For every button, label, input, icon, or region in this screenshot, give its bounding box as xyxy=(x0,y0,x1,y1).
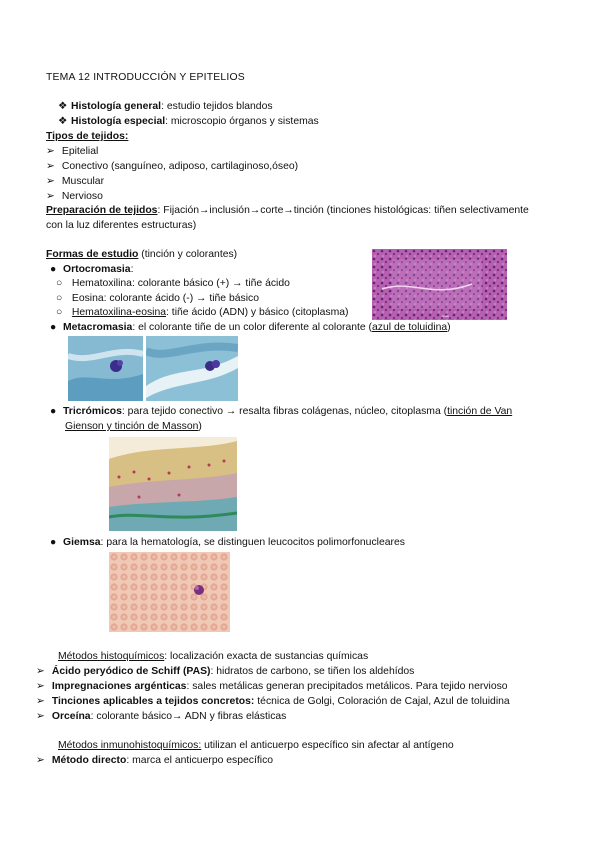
arrow-bullet-icon: ➢ xyxy=(36,666,45,677)
arrow-bullet-icon: ➢ xyxy=(36,755,45,766)
arrow-bullet-icon: ➢ xyxy=(46,161,55,172)
toluidine-image-1 xyxy=(68,336,143,401)
term: Tinciones aplicables a tejidos concretos: xyxy=(51,696,255,707)
term: Método directo xyxy=(51,755,127,766)
bullet-metacromasia xyxy=(50,321,451,336)
arrow-bullet-icon: ➢ xyxy=(46,176,55,187)
list-item xyxy=(36,710,286,725)
term: Hematoxilina-eosina xyxy=(71,307,167,318)
bullet-histologia-general xyxy=(58,100,273,115)
text: : Fijación→inclusión→corte→tinción (tinciones histológicas: tiñen selectivamente xyxy=(157,205,529,216)
list-item xyxy=(36,695,510,710)
text: ) xyxy=(447,322,451,333)
heading-text: Tipos de tejidos: xyxy=(46,131,129,142)
svg-text:scale: scale xyxy=(442,314,450,318)
list-item xyxy=(36,754,273,769)
item-text: : tiñe ácido (ADN) y básico (citoplasma) xyxy=(166,307,349,318)
histoquimicos-heading xyxy=(58,650,368,665)
text: : el colorante tiñe de un color diferente al colorante ( xyxy=(132,322,373,333)
arrow-bullet-icon: ➢ xyxy=(46,191,55,202)
item-text: Conectivo (sanguíneo, adiposo, cartilaginoso,óseo) xyxy=(61,161,299,172)
trichrome-image xyxy=(109,437,237,531)
term: Histología general xyxy=(71,101,162,112)
link-text: Gienson y tinción de Masson xyxy=(65,421,199,432)
preparacion-line-2: con la luz diferentes estructuras) xyxy=(46,220,197,231)
heading-rest: utilizan el anticuerpo específico sin afectar al antígeno xyxy=(201,740,454,751)
term: Giemsa xyxy=(63,537,101,548)
tipos-heading xyxy=(46,130,128,145)
term: Ácido peryódico de Schiff (PAS) xyxy=(51,666,211,677)
sub-item xyxy=(56,306,349,321)
term: Impregnaciones argénticas xyxy=(51,681,187,692)
circle-bullet-icon: ○ xyxy=(56,307,63,318)
toluidine-image-2 xyxy=(146,336,238,401)
item-text: Muscular xyxy=(61,176,105,187)
he-stain-image xyxy=(372,249,507,320)
diamond-bullet-icon: ❖ xyxy=(58,101,68,112)
text: : para la hematología, se distinguen leucocitos polimorfonucleares xyxy=(100,537,405,548)
list-item xyxy=(46,145,98,160)
text: : sales metálicas generan precipitados metálicos. Para tejido nervioso xyxy=(186,681,508,692)
text: : marca el anticuerpo específico xyxy=(126,755,274,766)
text: : estudio tejidos blandos xyxy=(161,101,273,112)
bullet-giemsa xyxy=(50,536,405,551)
arrow-bullet-icon: ➢ xyxy=(36,681,45,692)
heading-rest: : localización exacta de sustancias químicas xyxy=(164,651,369,662)
text: : microscopio órganos y sistemas xyxy=(165,116,319,127)
dot-bullet-icon: ● xyxy=(50,322,57,333)
bullet-ortocromasia: ● Ortocromasia: xyxy=(50,263,133,278)
link-text: azul de toluidina xyxy=(372,322,448,333)
arrow-bullet-icon: ➢ xyxy=(46,146,55,157)
term: Metacromasia xyxy=(63,322,133,333)
item-text: Nervioso xyxy=(61,191,103,202)
text: técnica de Golgi, Coloración de Cajal, Azul de toluidina xyxy=(254,696,510,707)
dot-bullet-icon: ● xyxy=(50,264,57,275)
term: Tricrómicos xyxy=(63,406,122,417)
circle-bullet-icon: ○ xyxy=(56,293,63,304)
bullet-tricromicos xyxy=(50,405,512,420)
term: Preparación de tejidos xyxy=(46,205,158,216)
arrow-bullet-icon: ➢ xyxy=(36,696,45,707)
item-text: Hematoxilina: colorante básico (+) → tiñe ácido xyxy=(71,278,290,289)
heading-rest: (tinción y colorantes) xyxy=(138,249,238,260)
heading-text: Métodos inmunohistoquímicos: xyxy=(58,740,202,751)
sub-item xyxy=(56,277,290,292)
list-item xyxy=(36,680,508,695)
preparacion-line-1 xyxy=(46,204,529,219)
tricromicos-line-2 xyxy=(65,420,202,435)
inmuno-heading xyxy=(58,739,454,754)
dot-bullet-icon: ● xyxy=(50,406,57,417)
term: Orceína xyxy=(51,711,91,722)
text: : hidratos de carbono, se tiñen los aldehídos xyxy=(210,666,415,677)
item-text: Epitelial xyxy=(61,146,99,157)
list-item xyxy=(46,190,103,205)
text: ) xyxy=(198,421,202,432)
giemsa-blood-smear-image xyxy=(109,552,230,632)
term: Ortocromasia xyxy=(63,264,131,275)
list-item xyxy=(46,160,298,175)
page-title: TEMA 12 INTRODUCCIÓN Y EPITELIOS xyxy=(46,72,245,83)
heading-text: Formas de estudio xyxy=(46,249,139,260)
text: : colorante básico→ ADN y fibras elásticas xyxy=(90,711,287,722)
arrow-bullet-icon: ➢ xyxy=(36,711,45,722)
term: Histología especial xyxy=(71,116,166,127)
link-text: tinción de Van xyxy=(447,406,513,417)
item-text: Eosina: colorante ácido (-) → tiñe básico xyxy=(71,293,260,304)
bullet-histologia-especial xyxy=(58,115,319,130)
text: : para tejido conectivo → resalta fibras colágenas, núcleo, citoplasma ( xyxy=(121,406,448,417)
list-item xyxy=(36,665,414,680)
dot-bullet-icon: ● xyxy=(50,537,57,548)
list-item xyxy=(46,175,104,190)
circle-bullet-icon: ○ xyxy=(56,278,63,289)
sub-item xyxy=(56,292,259,307)
diamond-bullet-icon: ❖ xyxy=(58,116,68,127)
formas-heading xyxy=(46,248,237,263)
heading-text: Métodos histoquímicos xyxy=(58,651,165,662)
